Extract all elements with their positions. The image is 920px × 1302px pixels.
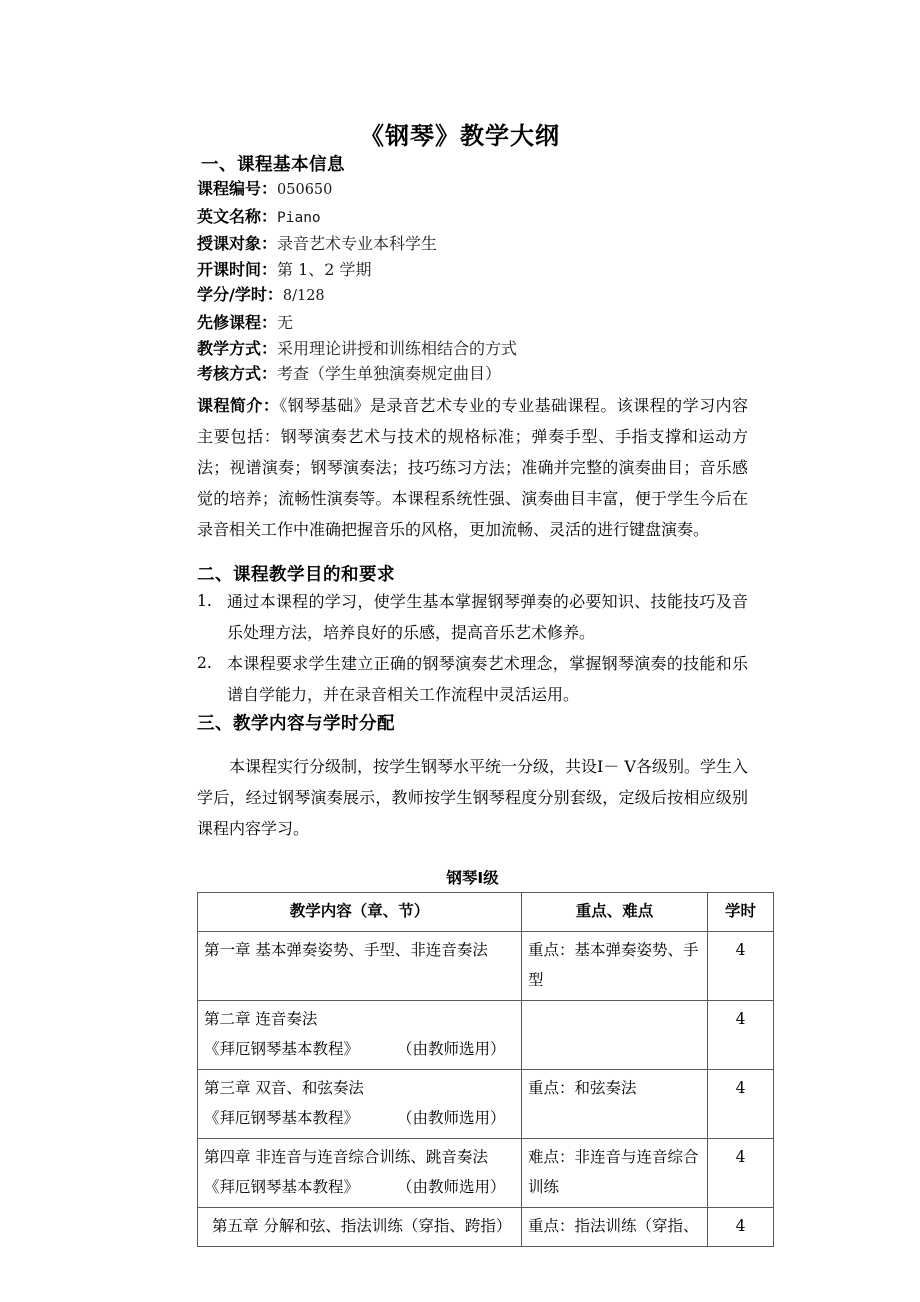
info-row-course-code: [197, 176, 748, 204]
cell-content-line-2: [204, 1103, 515, 1133]
info-label-teaching-method: 教学方式：: [197, 338, 278, 358]
info-row-teaching-method: [197, 336, 748, 362]
section-1-heading: 一、课程基本信息: [201, 155, 345, 175]
info-label-audience: 授课对象：: [197, 234, 278, 254]
column-header-content: 教学内容（章、节）: [198, 892, 522, 931]
course-introduction: [197, 390, 748, 545]
cell-textbook-note: （由教师选用）: [397, 1039, 506, 1058]
syllabus-table: [197, 892, 774, 1247]
info-label-credits: 学分/学时：: [197, 285, 283, 305]
cell-hours: 4: [708, 931, 774, 1000]
cell-content: [198, 1207, 522, 1246]
table-header-row: [198, 892, 774, 931]
cell-content-line-1: 第一章 基本弹奏姿势、手型、非连音奏法: [204, 940, 488, 959]
info-value-english-name: Piano: [277, 209, 321, 226]
course-info-list: [197, 176, 748, 387]
cell-focus: [522, 1069, 708, 1138]
info-row-english-name: [197, 204, 748, 232]
table-row: [198, 1069, 774, 1138]
info-label-assessment: 考核方式：: [197, 364, 278, 384]
cell-hours: 4: [708, 1207, 774, 1246]
info-value-course-code: 050650: [277, 182, 333, 198]
info-row-audience: [197, 231, 748, 257]
info-value-term: 第 1、2 学期: [277, 259, 372, 279]
cell-hours: 4: [708, 1069, 774, 1138]
column-header-hours: 学时: [708, 892, 774, 931]
list-item: [197, 648, 748, 710]
cell-content-line-1: 第四章 非连音与连音综合训练、跳音奏法: [204, 1147, 488, 1166]
table-row: [198, 931, 774, 1000]
teaching-goals-list: [197, 586, 748, 710]
cell-textbook: 《拜厄钢琴基本教程》: [204, 1177, 360, 1196]
cell-content: [198, 931, 522, 1000]
cell-focus: [522, 1000, 708, 1069]
info-value-teaching-method: 采用理论讲授和训练相结合的方式: [277, 338, 518, 358]
cell-hours: 4: [708, 1000, 774, 1069]
info-value-credits: 8/128: [282, 288, 325, 305]
column-header-focus: 重点、难点: [522, 892, 708, 931]
cell-content-line-1: 第二章 连音奏法: [204, 1009, 318, 1028]
list-marker: 1.: [197, 591, 212, 610]
info-label-prerequisite: 先修课程：: [197, 312, 278, 332]
document-body: [0, 151, 920, 1247]
section-3-heading: 三、教学内容与学时分配: [197, 713, 395, 734]
info-row-credits: [197, 282, 748, 310]
cell-content: [198, 1138, 522, 1207]
cell-focus: [522, 931, 708, 1000]
page-title: 《钢琴》教学大纲: [360, 122, 560, 150]
info-row-prerequisite: [197, 310, 748, 336]
list-item: [197, 586, 748, 648]
cell-focus-text: 难点：非连音与连音综合训练: [528, 1147, 699, 1196]
table-row: [198, 1000, 774, 1069]
info-label-term: 开课时间：: [197, 259, 278, 279]
cell-textbook: 《拜厄钢琴基本教程》: [204, 1039, 360, 1058]
info-label-course-code: 课程编号：: [197, 179, 278, 198]
cell-content-line-2: [204, 1034, 515, 1064]
cell-content-line-2: [204, 1172, 515, 1202]
cell-textbook: 《拜厄钢琴基本教程》: [204, 1108, 360, 1127]
info-row-term: [197, 257, 748, 283]
cell-focus: [522, 1138, 708, 1207]
cell-hours: 4: [708, 1138, 774, 1207]
cell-content-line-1: 第五章 分解和弦、指法训练（穿指、跨指）: [212, 1216, 512, 1235]
table-row: [198, 1138, 774, 1207]
table-row: [198, 1207, 774, 1246]
section-3-paragraph: 本课程实行分级制，按学生钢琴水平统一分级，共设Ⅰ－ Ⅴ各级别。学生入学后，经过钢琴演奏展示，教师按学生钢琴程度分别套级，定级后按相应级别课程内容学习。: [197, 756, 748, 838]
cell-textbook-note: （由教师选用）: [397, 1177, 506, 1196]
cell-content: [198, 1000, 522, 1069]
info-value-introduction: 《钢琴基础》是录音艺术专业的专业基础课程。该课程的学习内容主要包括：钢琴演奏艺术与技术的规格标准；弹奏手型、手指支撑和运动方法；视谱演奏；钢琴演奏法；技巧练习方法；准确并完整的演奏曲目；音乐感觉的培养；流畅性演奏等。本课程系统性强、演奏曲目丰富，便于学生今后在录音相关工作中准确把握音乐的风格，更加流畅、灵活的进行键盘演奏。: [197, 395, 748, 539]
info-value-prerequisite: 无: [277, 312, 294, 332]
cell-focus-text: 重点：基本弹奏姿势、手型: [528, 940, 699, 989]
cell-content-line-1: 第三章 双音、和弦奏法: [204, 1078, 364, 1097]
cell-textbook-note: （由教师选用）: [397, 1108, 506, 1127]
info-label-english-name: 英文名称：: [197, 206, 278, 226]
cell-focus-text: 重点：指法训练（穿指、: [528, 1216, 699, 1235]
info-value-assessment: 考查（学生单独演奏规定曲目）: [277, 364, 502, 384]
list-item-text: 本课程要求学生建立正确的钢琴演奏艺术理念，掌握钢琴演奏的技能和乐谱自学能力，并在录音相关工作流程中灵活运用。: [227, 653, 748, 704]
table-caption: 钢琴Ⅰ级: [446, 868, 499, 887]
cell-content: [198, 1069, 522, 1138]
info-value-audience: 录音艺术专业本科学生: [277, 234, 438, 254]
cell-focus-text: 重点：和弦奏法: [528, 1078, 637, 1097]
section-2-heading: 二、课程教学目的和要求: [197, 564, 395, 585]
list-item-text: 通过本课程的学习，使学生基本掌握钢琴弹奏的必要知识、技能技巧及音乐处理方法，培养良好的乐感，提高音乐艺术修养。: [227, 591, 748, 642]
info-label-introduction: 课程简介：: [197, 395, 280, 415]
info-row-assessment: [197, 361, 748, 387]
cell-focus: [522, 1207, 708, 1246]
list-marker: 2.: [197, 653, 212, 672]
